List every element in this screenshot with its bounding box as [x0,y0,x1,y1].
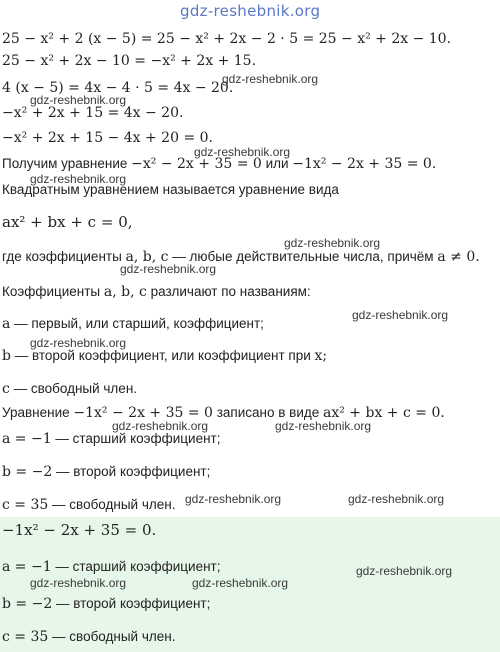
watermark-text: gdz-reshebnik.org [30,336,127,350]
watermark-text: gdz-reshebnik.org [275,419,372,433]
math-fragment: a = −1 [2,559,52,575]
coefficients-names-line [2,284,311,300]
answer-b-line [2,596,210,612]
math-fragment: a, b, c [103,284,147,300]
text-fragment: Получим уравнение [2,156,132,171]
math-fragment: a = −1 [2,431,52,447]
math-fragment: −1x² − 2x + 35 = 0 [73,405,213,421]
math-fragment: −1x² − 2x + 35 = 0. [292,156,437,172]
math-fragment: a, b, c [125,249,169,265]
equation-line-2: 25 − x² + 2x − 10 = −x² + 2x + 15. [2,53,257,69]
answer-a-line [2,559,220,575]
math-fragment: ax² + bx + c = 0. [323,405,445,421]
watermark-text: gdz-reshebnik.org [30,172,127,186]
coefficient-c-line [2,381,137,397]
definition-line: Квадратным уравнением называется уравнение вида [2,182,339,197]
text-fragment: — первый, или старший, коэффициент; [10,316,264,331]
equation-line-1: 25 − x² + 2 (x − 5) = 25 − x² + 2x − 2 · 5 = 25 − x² + 2x − 10. [2,31,452,47]
watermark-text: gdz-reshebnik.org [352,308,449,322]
standard-form-line [2,405,445,421]
text-fragment: — свободный член. [9,381,138,396]
text-fragment: — любые действительные числа, причём [168,249,438,264]
math-fragment: b = −2 [2,464,53,480]
math-fragment: −x² − 2x + 35 = 0 [131,156,262,172]
math-fragment: a [2,316,11,332]
watermark-text: gdz-reshebnik.org [284,236,381,250]
coefficient-b-line [2,348,327,364]
math-fragment: c [2,381,10,397]
math-fragment: b = −2 [2,596,53,612]
value-b-line [2,464,210,480]
equation-line-5: −x² + 2x + 15 − 4x + 20 = 0. [2,130,213,146]
text-fragment: — свободный член. [48,497,176,512]
text-fragment: — второй коэффициент; [52,464,211,479]
watermark-text: gdz-reshebnik.org [348,492,445,506]
answer-equation: −1x² − 2x + 35 = 0. [2,521,157,539]
text-fragment: где коэффициенты [2,249,126,264]
text-fragment: различают по названиям: [146,284,311,299]
text-fragment: — старший коэффициент; [51,559,221,574]
text-fragment: записано в виде [212,405,323,420]
text-fragment: Уравнение [2,405,74,420]
watermark-text: gdz-reshebnik.org [30,576,127,590]
coefficient-a-line [2,316,264,332]
text-fragment: или [261,156,293,171]
watermark-header: gdz-reshebnik.org [180,2,321,20]
general-form-equation: ax² + bx + c = 0, [2,213,133,231]
math-fragment: b [2,348,11,364]
watermark-text: gdz-reshebnik.org [30,93,127,107]
text-fragment: — свободный член. [48,629,176,644]
watermark-text: gdz-reshebnik.org [112,419,209,433]
text-fragment: — второй коэффициент, или коэффициент при [10,348,315,363]
math-fragment: c = 35 [2,629,49,645]
watermark-text: gdz-reshebnik.org [222,72,319,86]
watermark-text: gdz-reshebnik.org [194,145,291,159]
text-fragment: — второй коэффициент; [52,596,211,611]
value-a-line [2,431,220,447]
watermark-text: gdz-reshebnik.org [120,262,217,276]
text-fragment: Коэффициенты [2,284,104,299]
math-fragment: x; [314,348,328,364]
watermark-text: gdz-reshebnik.org [185,492,282,506]
watermark-text: gdz-reshebnik.org [356,564,453,578]
coefficients-description-line [2,249,480,265]
equation-line-4: −x² + 2x + 15 = 4x − 20. [2,105,184,121]
math-fragment: a ≠ 0. [437,249,480,265]
answer-c-line [2,629,175,645]
text-fragment: — старший коэффициент; [51,431,221,446]
watermark-text: gdz-reshebnik.org [192,576,289,590]
math-fragment: c = 35 [2,497,49,513]
value-c-line [2,497,175,513]
equation-line-3: 4 (x − 5) = 4x − 4 · 5 = 4x − 20. [2,80,234,96]
